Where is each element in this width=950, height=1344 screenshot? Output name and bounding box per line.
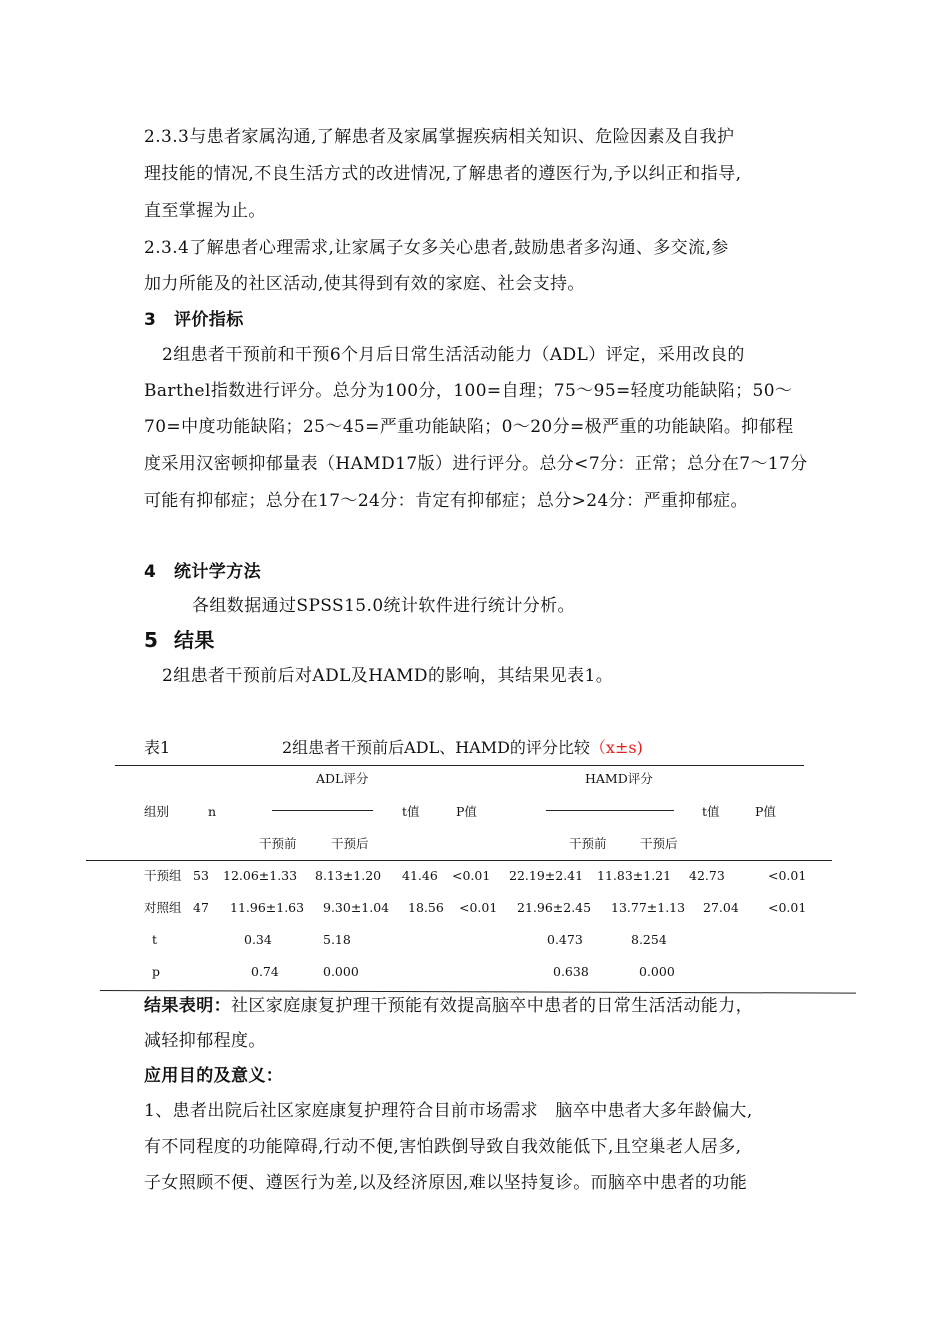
header-hamd-before: 干预前 <box>569 836 607 851</box>
table-cell: <0.01 <box>452 868 491 883</box>
table-cell: 0.34 <box>244 932 272 947</box>
table-cell: 42.73 <box>689 868 725 883</box>
conclusion-text: 社区家庭康复护理干预能有效提高脑卒中患者的日常生活活动能力， <box>231 996 753 1016</box>
para-3-line-2: Barthel指数进行评分。总分为100分，100=自理；75～95=轻度功能缺陷；50～ <box>144 381 793 401</box>
section-3-heading <box>144 308 244 332</box>
section-3-title: 评价指标 <box>174 310 244 330</box>
header-group: 组别 <box>144 804 170 819</box>
header-adl-p: P值 <box>456 804 477 819</box>
para-3-line-4: 度采用汉密顿抑郁量表（HAMD17版）进行评分。总分<7分：正常；总分在7～17分 <box>144 454 808 474</box>
table-cell: 8.254 <box>631 932 667 947</box>
table-cell: 0.473 <box>547 932 583 947</box>
purpose-heading: 应用目的及意义： <box>144 1066 284 1086</box>
table-cell: 0.74 <box>251 964 279 979</box>
purpose-line-1: 1、患者出院后社区家庭康复护理符合目前市场需求 脑卒中患者大多年龄偏大, <box>144 1101 753 1121</box>
table-cell: 0.000 <box>323 964 359 979</box>
table-cell: 41.46 <box>402 868 438 883</box>
conclusion-lead: 结果表明： <box>144 996 231 1016</box>
adl-subheader-rule <box>272 810 373 811</box>
conclusion-line-2: 减轻抑郁程度。 <box>144 1031 266 1051</box>
section-4-heading <box>144 560 261 584</box>
para-234-line-2: 加力所能及的社区活动,使其得到有效的家庭、社会支持。 <box>144 274 585 294</box>
table-cell: 12.06±1.33 <box>223 868 298 883</box>
header-hamd-t: t值 <box>702 804 720 819</box>
section-5-title: 结果 <box>174 628 215 652</box>
table-title-suffix: （x±s) <box>589 738 643 757</box>
table-label: 表1 <box>144 738 171 757</box>
para-3-line-3: 70=中度功能缺陷；25～45=严重功能缺陷；0～20分=极严重的功能缺陷。抑郁程 <box>144 417 794 437</box>
table-cell: 18.56 <box>408 900 444 915</box>
table-header-rule <box>86 860 832 861</box>
table-cell: 9.30±1.04 <box>323 900 390 915</box>
table-cell: 11.96±1.63 <box>230 900 305 915</box>
table-cell: 0.000 <box>639 964 675 979</box>
table-cell: <0.01 <box>768 868 807 883</box>
para-233-line-2: 理技能的情况,不良生活方式的改进情况,了解患者的遵医行为,予以纠正和指导, <box>144 164 742 184</box>
table-cell: 27.04 <box>703 900 739 915</box>
header-adl-t: t值 <box>402 804 420 819</box>
para-5-text: 2组患者干预前后对ADL及HAMD的影响，其结果见表1。 <box>162 666 614 686</box>
purpose-line-3: 子女照顾不便、遵医行为差,以及经济原因,难以坚持复诊。而脑卒中患者的功能 <box>144 1173 748 1193</box>
para-3-line-1: 2组患者干预前和干预6个月后日常生活活动能力（ADL）评定，采用改良的 <box>162 345 745 365</box>
table-cell: 47 <box>193 900 209 915</box>
hamd-subheader-rule <box>546 810 674 811</box>
table-cell: 13.77±1.13 <box>611 900 686 915</box>
para-234-line-1: 2.3.4了解患者心理需求,让家属子女多关心患者,鼓励患者多沟通、多交流,参 <box>144 238 729 258</box>
table-cell: 0.638 <box>553 964 589 979</box>
header-adl: ADL评分 <box>316 771 369 786</box>
section-3-number: 3 <box>144 310 157 330</box>
table-cell: 5.18 <box>323 932 351 947</box>
header-adl-after: 干预后 <box>331 836 369 851</box>
header-n: n <box>208 804 217 819</box>
section-5-number: 5 <box>144 628 159 652</box>
table-cell: t <box>152 932 158 947</box>
table-cell: 对照组 <box>144 900 182 915</box>
table-title <box>282 735 643 758</box>
para-233-line-3: 直至掌握为止。 <box>144 201 266 221</box>
table-cell: <0.01 <box>768 900 807 915</box>
table-cell: 干预组 <box>144 868 182 883</box>
header-hamd-after: 干预后 <box>640 836 678 851</box>
table-cell: 22.19±2.41 <box>509 868 584 883</box>
table-cell: <0.01 <box>459 900 498 915</box>
header-adl-before: 干预前 <box>259 836 297 851</box>
conclusion-line-1 <box>144 994 753 1018</box>
para-4-text: 各组数据通过SPSS15.0统计软件进行统计分析。 <box>192 596 575 616</box>
para-3-line-5: 可能有抑郁症；总分在17～24分：肯定有抑郁症；总分>24分：严重抑郁症。 <box>144 491 748 511</box>
header-hamd-p: P值 <box>755 804 776 819</box>
section-4-number: 4 <box>144 562 157 582</box>
para-233-line-1: 2.3.3与患者家属沟通,了解患者及家属掌握疾病相关知识、危险因素及自我护 <box>144 127 735 147</box>
table-cell: 11.83±1.21 <box>597 868 672 883</box>
section-5-heading <box>144 628 215 652</box>
table-cell: 8.13±1.20 <box>315 868 382 883</box>
section-4-title: 统计学方法 <box>174 562 261 582</box>
table-title-text: 2组患者干预前后ADL、HAMD的评分比较 <box>282 738 590 757</box>
table-cell: 53 <box>193 868 209 883</box>
table-top-rule <box>115 765 804 766</box>
table-cell: p <box>152 964 161 979</box>
header-hamd: HAMD评分 <box>585 771 653 786</box>
table-cell: 21.96±2.45 <box>517 900 592 915</box>
purpose-line-2: 有不同程度的功能障碍,行动不便,害怕跌倒导致自我效能低下,且空巢老人居多, <box>144 1137 742 1157</box>
